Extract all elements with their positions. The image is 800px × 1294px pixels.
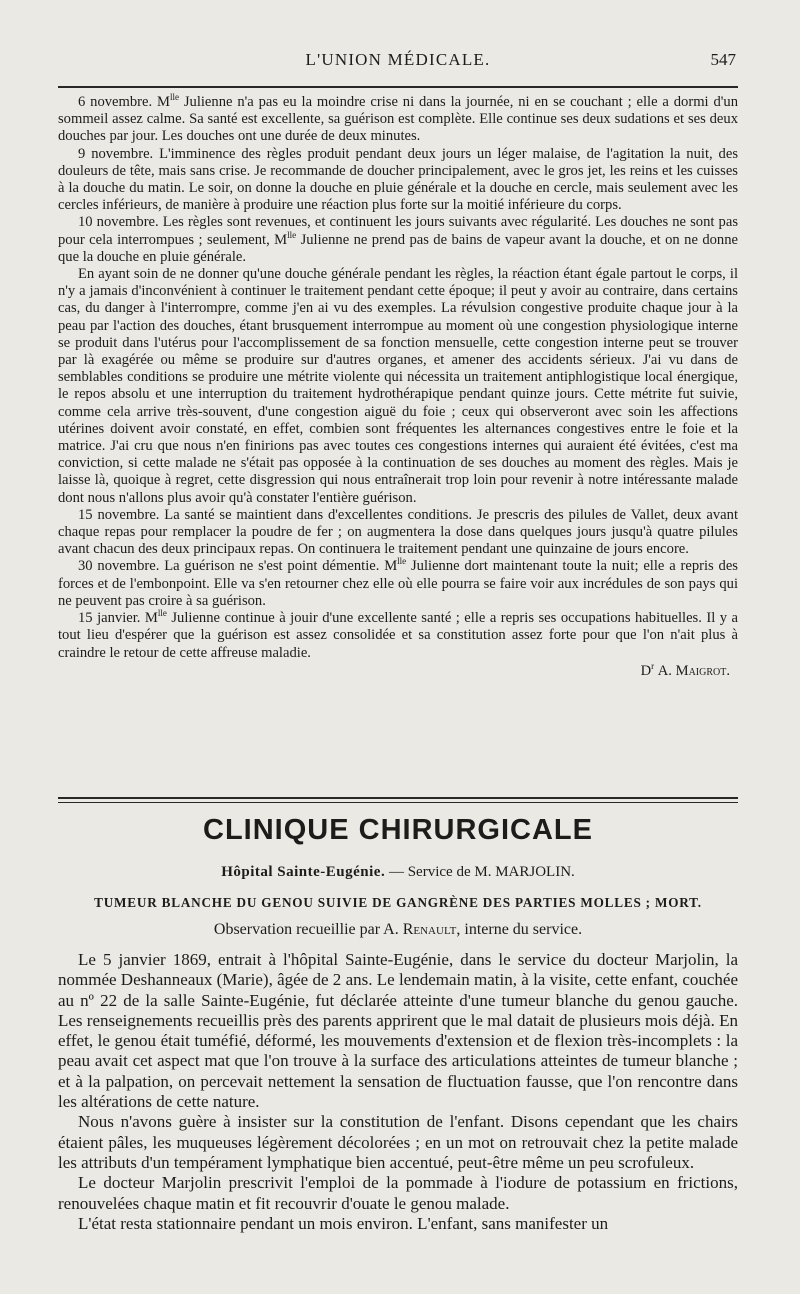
section-divider-thin	[58, 802, 738, 803]
paragraph-9-novembre: 9 novembre. L'imminence des règles produit pendant deux jours un léger malaise, de l'agitation la nuit, des douleurs de tête, mais sans crise. Je recommande de doucher principalement, avec le gros jet, les reins et les cuisses à la douche du matin. Le soir, on donne la douche en pluie générale et la douche en cercle, mais seulement avec les cercles inférieurs, de manière à produire une réaction plus forte sur la moitié inférieure du corps.	[58, 145, 738, 214]
page-header	[58, 50, 738, 80]
hospital-line	[58, 862, 738, 882]
hospital-name: Hôpital Sainte-Eugénie.	[221, 864, 386, 880]
section-title: CLINIQUE CHIRURGICALE	[203, 814, 593, 846]
paragraph-regles-discussion: En ayant soin de ne donner qu'une douche générale pendant les règles, la réaction étant égale partout le corps, il n'y a jamais d'inconvénient à continuer le traitement pendant cette époque; il peut y avoir au contraire, dans certains cas, du danger à l'interrompre, comme j'en ai vu des exemples. La révulsion congestive produite chaque jour à la peau par l'action des douches, étant brusquement interrompue au moment où une congestion physiologique interne se produit dans l'utérus pour l'accomplissement de sa fonction mensuelle, cette congestion interne peut se trouver par là exagérée ou même se produire sur d'autres organes, et amener des accidents sérieux. J'ai vu dans de semblables conditions se produire une métrite violente qui nécessita un traitement antiphlogistique local énergique, le repos absolu et une interruption du traitement hydrothérapique pendant quinze jours. Cette métrite fut suivie, comme cela arrive très-souvent, d'une congestion aiguë du foie ; ceux qui observeront avec soin les affections utérines doivent avoir constaté, en effet, combien sont fréquentes les alternances congestives entre le foie et la matrice. J'ai cru que nous n'en finirions pas avec toutes ces congestions internes qui auraient été évitées, c'est ma conviction, si cette malade ne s'était pas opposée à la continuation de ses douches au moment des règles. Mais je laisse là, quoique à regret, cette disgression qui nous entraînerait trop loin pour revenir à notre intéressante malade dont nous n'allons plus avoir qu'à constater l'entière guérison.	[58, 266, 738, 506]
section-divider-thick	[58, 797, 738, 799]
paragraph-prescription: Le docteur Marjolin prescrivit l'emploi de la pommade à l'iodure de potassium en frictions, renouvelées chaque matin et fit recouvrir d'ouate le genou malade.	[58, 1173, 738, 1213]
observation-credit: Observation recueillie par A. Renault, interne du service.	[213, 921, 583, 938]
running-title: L'UNION MÉDICALE.	[305, 50, 491, 69]
paragraph-15-janvier: 15 janvier. $M^{lle}$ Julienne continue à jouir d'une excellente santé ; elle a repris ses occupations habituelles. Il y a tout lieu d'espérer que la guérison est assez consolidée et sa constitution assez forte pour que l'on n'ait plus à craindre le retour de cette affreuse maladie.	[58, 608, 738, 661]
paragraph-10-novembre: 10 novembre. Les règles sont revenues, et continuent les jours suivants avec régularité. Les douches ne sont pas pour cela interrompues ; seulement, $M^{lle}$ Julienne ne prend pas de bains de vapeur avant la douche, et on ne donne que la douche en pluie générale.	[58, 214, 738, 265]
paragraph-admission: Le 5 janvier 1869, entrait à l'hôpital Sainte-Eugénie, dans le service du docteur Marjolin, la nommée Deshanneaux (Marie), âgée de 2 ans. Le lendemain matin, à la visite, cette enfant, couchée au nº 22 de la salle Sainte-Eugénie, fut déclarée atteinte d'une tumeur blanche du genou gauche. Les renseignements recueillis près des parents apprirent que le mal datait de plusieurs mois déjà. En effet, le genou était tuméfié, déformé, les mouvements d'extension et de flexion très-incomplets : la peau avait cet aspect mat que l'on trouve à la surface des articulations atteintes de tumeur blanche ; et à la palpation, on percevait nettement la sensation de fluctuation fausse, que l'on rencontre dans les altérations de cette nature.	[58, 950, 738, 1112]
clinical-case-column	[58, 950, 738, 1234]
paragraph-etat: L'état resta stationnaire pendant un mois environ. L'enfant, sans manifester un	[78, 1213, 609, 1233]
author-signature: $D^r$ A. Maigrot.	[640, 660, 730, 679]
service-name: — Service de M. MARJOLIN.	[385, 864, 575, 880]
paragraph-constitution: Nous n'avons guère à insister sur la constitution de l'enfant. Disons cependant que les chairs étaient pâles, les muqueuses légèrement décolorées ; en un mot on retrouvait chez la petite malade les attributs d'un tempérament lymphatique bien accentué, peut-être même un peu scrofuleux.	[58, 1112, 738, 1172]
case-title: TUMEUR BLANCHE DU GENOU SUIVIE DE GANGRÈNE DES PARTIES MOLLES ; MORT.	[94, 895, 702, 910]
paragraph-15-novembre: 15 novembre. La santé se maintient dans d'excellentes conditions. Je prescris des pilules de Vallet, deux avant chaque repas pour remplacer la poudre de fer ; on augmentera la dose dans quelques jours jusqu'à quatre pilules avant chacun des deux principaux repas. On continuera le traitement pendant une quinzaine de jours encore.	[58, 506, 738, 558]
page-number: 547	[710, 50, 736, 69]
case-notes-column	[58, 94, 738, 681]
paragraph-6-novembre: 6 novembre. $M^{lle}$ Julienne n'a pas eu la moindre crise ni dans la journée, ni en se couchant ; elle a dormi d'un sommeil assez calme. Sa santé est excellente, sa guérison est complète. Elle continue ses deux sudations et ses deux douches par jour. Les douches ont une durée de deux minutes.	[58, 92, 738, 145]
paragraph-30-novembre: 30 novembre. La guérison ne s'est point démentie. $M^{lle}$ Julienne dort maintenant toute la nuit; elle a repris des forces et de l'embonpoint. Elle va s'en retourner chez elle où elle pourra se faire voir aux incrédules de son pays qui ne peuvent pas croire à sa guérison.	[58, 556, 738, 609]
header-rule	[58, 86, 738, 88]
